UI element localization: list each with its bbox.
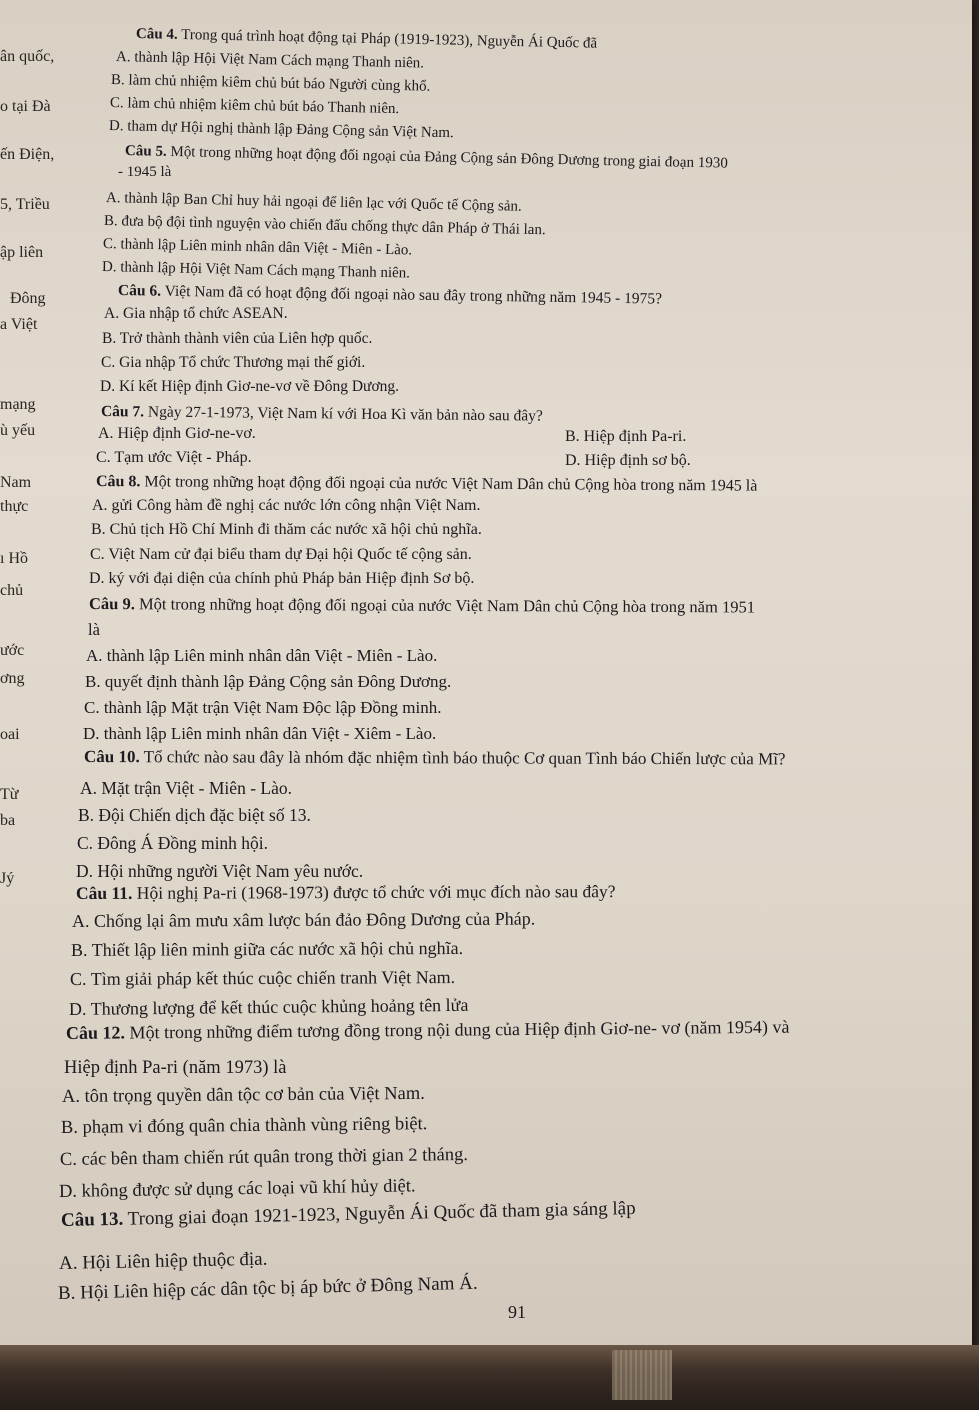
margin-fragment: ı Hồ xyxy=(0,550,28,567)
question-5-stem-cont: - 1945 là xyxy=(118,164,172,180)
question-5-option-b: B. đưa bộ đội tình nguyện vào chiến đấu chống thực dân Pháp ở Thái lan. xyxy=(103,213,546,239)
margin-fragment: ước xyxy=(0,642,25,659)
question-5-option-d: D. thành lập Hội Việt Nam Cách mạng Thanh niên. xyxy=(101,259,411,282)
question-8-option-a: A. gửi Công hàm đề nghị các nước lớn công nhận Việt Nam. xyxy=(92,497,481,514)
question-8-option-c: C. Việt Nam cử đại biểu tham dự Đại hội Quốc tế cộng sản. xyxy=(90,546,472,563)
margin-fragment: o tại Đà xyxy=(0,98,51,115)
margin-fragment: thực xyxy=(0,498,29,515)
question-5-option-a: A. thành lập Ban Chỉ huy hải ngoại để liên lạc với Quốc tế Cộng sản. xyxy=(105,190,522,215)
question-11-option-c: C. Tìm giải pháp kết thúc cuộc chiến tranh Việt Nam. xyxy=(69,966,456,989)
question-10-option-b: B. Đội Chiến dịch đặc biệt số 13. xyxy=(78,805,311,825)
margin-fragment: ơng xyxy=(0,670,25,687)
question-5-stem: Câu 5. Một trong những hoạt động đối ngoại của Đảng Cộng sản Đông Dương trong giai đoạn 1930 xyxy=(124,143,728,172)
margin-fragment: Từ xyxy=(0,786,19,803)
question-12-option-a: A. tôn trọng quyền dân tộc cơ bản của Việt Nam. xyxy=(61,1083,425,1107)
margin-fragment: oai xyxy=(0,726,20,743)
margin-fragment: a Việt xyxy=(0,316,38,333)
question-4-option-a: A. thành lập Hội Việt Nam Cách mạng Thanh niên. xyxy=(115,49,425,72)
question-12-option-b: B. phạm vi đóng quân chia thành vùng riêng biệt. xyxy=(60,1114,428,1138)
question-11-stem: Câu 11. Hội nghị Pa-ri (1968-1973) được tổ chức với mục đích nào sau đây? xyxy=(75,881,616,903)
question-11-option-b: B. Thiết lập liên minh giữa các nước xã hội chủ nghĩa. xyxy=(70,937,464,960)
question-7-stem: Câu 7. Ngày 27-1-1973, Việt Nam kí với Hoa Kì văn bản nào sau đây? xyxy=(100,403,543,425)
table-surface xyxy=(0,1345,979,1410)
margin-fragment: ập liên xyxy=(0,244,44,261)
question-7-option-d: D. Hiệp định sơ bộ. xyxy=(565,452,691,469)
margin-fragment: ân quốc, xyxy=(0,48,55,65)
margin-fragment: ù yếu xyxy=(0,422,36,439)
question-4-option-d: D. tham dự Hội nghị thành lập Đảng Cộng sản Việt Nam. xyxy=(108,118,454,142)
question-12-option-c: C. các bên tham chiến rút quân trong thời gian 2 tháng. xyxy=(59,1145,469,1170)
question-4-option-b: B. làm chủ nhiệm kiêm chủ bút báo Người cùng khổ. xyxy=(110,72,431,95)
question-9-option-a: A. thành lập Liên minh nhân dân Việt - Miên - Lào. xyxy=(86,646,438,665)
question-5-option-c: C. thành lập Liên minh nhân dân Việt - Miên - Lào. xyxy=(102,236,413,259)
stacked-pages-edge xyxy=(612,1350,672,1400)
question-13-stem: Câu 13. Trong giai đoạn 1921-1923, Nguyễn Ái Quốc đã tham gia sáng lập xyxy=(60,1197,636,1231)
margin-fragment: Nam xyxy=(0,474,32,491)
question-11-option-a: A. Chống lại âm mưu xâm lược bán đảo Đông Dương của Pháp. xyxy=(71,908,536,931)
margin-fragment: Jý xyxy=(0,870,15,887)
question-9-stem: Câu 9. Một trong những hoạt động đối ngoại của nước Việt Nam Dân chủ Cộng hòa trong năm 1951 xyxy=(88,594,756,617)
margin-fragment: mạng xyxy=(0,396,36,413)
question-7-option-a: A. Hiệp định Giơ-ne-vơ. xyxy=(98,425,256,442)
margin-fragment: ến Điện, xyxy=(0,146,55,163)
margin-fragment: 5, Triều xyxy=(0,196,50,213)
margin-fragment: ba xyxy=(0,812,16,829)
question-9-option-d: D. thành lập Liên minh nhân dân Việt - Xiêm - Lào. xyxy=(83,724,437,743)
question-12-stem: Câu 12. Một trong những điểm tương đồng trong nội dung của Hiệp định Giơ-ne- vơ (năm 1954) và xyxy=(65,1016,790,1043)
question-13-option-b: B. Hội Liên hiệp các dân tộc bị áp bức ở Đông Nam Á. xyxy=(57,1272,478,1304)
question-8-stem: Câu 8. Một trong những hoạt động đối ngoại của nước Việt Nam Dân chủ Cộng hòa trong năm 1945 là xyxy=(95,473,758,495)
question-4-option-c: C. làm chủ nhiệm kiêm chủ bút báo Thanh niên. xyxy=(109,95,400,118)
question-6-stem: Câu 6. Việt Nam đã có hoạt động đối ngoại nào sau đây trong những năm 1945 - 1975? xyxy=(117,282,663,308)
question-6-option-a: A. Gia nhập tổ chức ASEAN. xyxy=(104,305,288,322)
question-12-stem-cont: Hiệp định Pa-ri (năm 1973) là xyxy=(64,1058,287,1078)
question-12-option-d: D. không được sử dụng các loại vũ khí hủy diệt. xyxy=(58,1176,416,1202)
question-10-option-d: D. Hội những người Việt Nam yêu nước. xyxy=(76,861,364,881)
question-11-option-d: D. Thương lượng để kết thúc cuộc khủng hoảng tên lửa xyxy=(68,994,469,1019)
question-9-stem-cont: là xyxy=(88,620,100,639)
question-13-option-a: A. Hội Liên hiệp thuộc địa. xyxy=(58,1248,268,1274)
question-10-option-c: C. Đông Á Đồng minh hội. xyxy=(77,833,269,853)
question-6-option-c: C. Gia nhập Tổ chức Thương mại thế giới. xyxy=(101,354,366,371)
question-7-option-b: B. Hiệp định Pa-ri. xyxy=(565,428,687,445)
question-8-option-b: B. Chủ tịch Hồ Chí Minh đi thăm các nước xã hội chủ nghĩa. xyxy=(91,521,482,538)
question-8-option-d: D. ký với đại diện của chính phủ Pháp bản Hiệp định Sơ bộ. xyxy=(89,570,475,587)
question-6-option-b: B. Trở thành thành viên của Liên hợp quốc. xyxy=(102,330,373,347)
question-10-stem: Câu 10. Tổ chức nào sau đây là nhóm đặc nhiệm tình báo thuộc Cơ quan Tình báo Chiến lược của Mĩ? xyxy=(83,747,786,769)
page-number: 91 xyxy=(508,1302,526,1322)
margin-fragment: Đông xyxy=(10,290,46,307)
question-9-option-c: C. thành lập Mặt trận Việt Nam Độc lập Đồng minh. xyxy=(84,698,442,717)
question-7-option-c: C. Tạm ước Việt - Pháp. xyxy=(96,449,252,466)
question-9-option-b: B. quyết định thành lập Đảng Cộng sản Đông Dương. xyxy=(85,672,452,691)
margin-fragment: chủ xyxy=(0,582,24,599)
question-4-stem: Câu 4. Trong quá trình hoạt động tại Pháp (1919-1923), Nguyễn Ái Quốc đã xyxy=(135,26,598,52)
question-6-option-d: D. Kí kết Hiệp định Giơ-ne-vơ về Đông Dương. xyxy=(100,378,400,395)
question-10-option-a: A. Mặt trận Việt - Miên - Lào. xyxy=(80,778,292,798)
